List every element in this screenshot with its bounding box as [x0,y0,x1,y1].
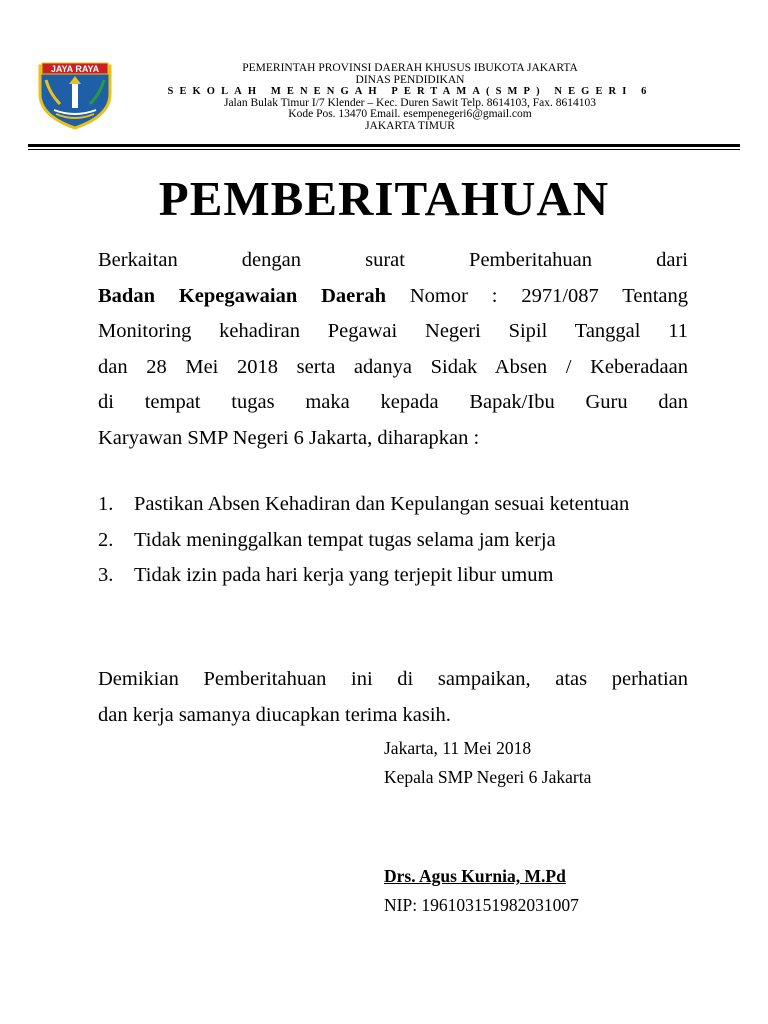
list-item-number: 3. [98,564,114,586]
letterhead-divider-thin [28,149,740,150]
list-item [98,558,688,594]
intro-line-6: Karyawan SMP Negeri 6 Jakarta, diharapkan : [98,426,480,449]
letterhead-government: PEMERINTAH PROVINSI DAERAH KHUSUS IBUKOTA JAKARTA [242,62,578,74]
letterhead-address: Jalan Bulak Timur I/7 Klender – Kec. Duren Sawit Telp. 8614103, Fax. 8614103 [223,96,597,109]
list-item-text: Pastikan Absen Kehadiran dan Kepulangan sesuai ketentuan [134,493,630,515]
jakarta-emblem-icon [34,60,116,130]
list-item-text: Tidak meninggalkan tempat tugas selama jam kerja [134,528,556,551]
signer-block [384,862,579,920]
letterhead-school-name: SEKOLAH MENENGAH PERTAMA(SMP) NEGERI 6 [167,86,653,97]
letterhead-city: JAKARTA TIMUR [365,119,455,132]
signer-nip: NIP: 196103151982031007 [384,895,579,915]
intro-paragraph [98,243,688,456]
issuing-agency: Badan Kepegawaian Daerah [98,284,387,307]
list-item [98,523,688,559]
closing-line-1: Demikian Pemberitahuan ini di sampaikan, atas perhatian [98,668,688,690]
list-item [98,487,688,523]
place-date: Jakarta, 11 Mei 2018 [384,738,532,758]
document-title: PEMBERITAHUAN [158,171,610,226]
intro-line-3: Monitoring kehadiran Pegawai Negeri Sipil Tanggal 11 [98,320,688,342]
signature-header [384,734,591,792]
list-item-text: Tidak izin pada hari kerja yang terjepit libur umum [134,564,554,586]
closing-line-2: dan kerja samanya diucapkan terima kasih. [98,703,451,726]
letterhead-postal-email: Kode Pos. 13470 Email. esempenegeri6@gmail.com [288,108,532,120]
intro-line-4: dan 28 Mei 2018 serta adanya Sidak Absen / Keberadaan [98,355,688,378]
jakarta-emblem-logo [34,60,116,130]
list-item-number: 2. [98,528,114,551]
instruction-list [98,487,688,594]
closing-paragraph [98,662,688,733]
intro-line-5: di tempat tugas maka kepada Bapak/Ibu Guru dan [98,391,688,413]
intro-line-1: Berkaitan dengan surat Pemberitahuan dari [98,249,688,271]
letterhead-divider-thick [28,144,740,147]
logo-text: JAYA RAYA [50,64,100,74]
intro-line-2-rest: Nomor : 2971/087 Tentang [386,284,688,307]
list-item-number: 1. [98,493,114,515]
letterhead-department: DINAS PENDIDIKAN [355,73,465,86]
intro-line-2 [98,279,688,315]
signer-name: Drs. Agus Kurnia, M.Pd [384,866,566,886]
letterhead [150,63,670,132]
signer-position: Kepala SMP Negeri 6 Jakarta [384,767,592,787]
